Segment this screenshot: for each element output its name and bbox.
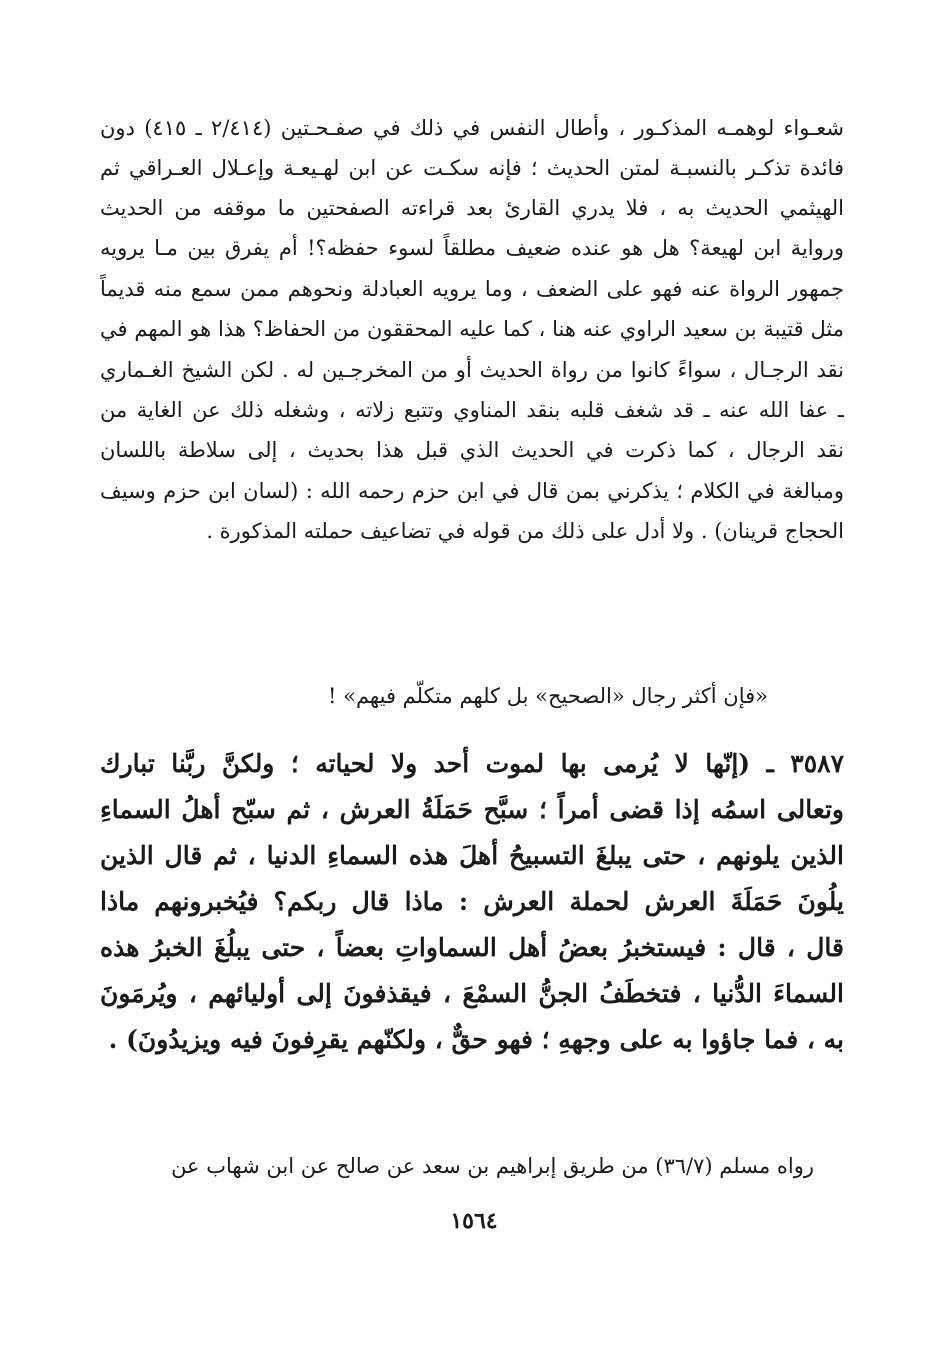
- hadith-line: الذين يلونهم ، حتى يبلغَ التسبيحُ أهلَ هذه السماءِ الدنيا ، ثم قال الذين: [100, 841, 844, 870]
- commentary-line: الهيثمي الحديث به ، فلا يدري القارئ بعد قراءته الصفحتين ما موقفه من الحديث: [100, 196, 844, 220]
- commentary-line: نقد الرجـال ، سواءً كانوا من رواة الحديث أو من المخرجـين له . لكن الشيخ الغـماري: [100, 358, 844, 382]
- commentary-line: مثل قتيبة بن سعيد الراوي عنه هنا ، كما عليه المحققون من الحفاظ؟ هذا هو المهم في: [100, 317, 844, 341]
- commentary-line: فائدة تذكـر بالنسبـة لمتن الحديث ؛ فإنه سكـت عن ابن لهـيعـة وإعـلال العـراقي ثم: [100, 156, 844, 180]
- hadith-line: قال ، قال : فيستخبرُ بعضُ أهل السماواتِ بعضاً ، حتى يبلُغَ الخبرُ هذه: [100, 933, 844, 962]
- hadith-line: وتعالى اسمُه إذا قضى أمراً ؛ سبَّح حَمَلَةُ العرش ، ثم سبّح أهلُ السماءِ: [100, 795, 844, 824]
- hadith-line: السماءَ الدُّنيا ، فتخطَفُ الجنُّ السمْعَ ، فيقذفونَ إلى أوليائهم ، ويُرمَونَ: [100, 979, 844, 1008]
- page-number: ١٥٦٤: [450, 1208, 498, 1234]
- commentary-line: ـ عفا الله عنه ـ قد شغف قلبه بنقد المناوي وتتبع زلاته ، وشغله ذلك عن الغاية من: [100, 398, 844, 422]
- commentary-line: الحجاج قرينان) . ولا أدل على ذلك من قوله في تضاعيف حملته المذكورة .: [206, 519, 844, 543]
- commentary-line: نقد الرجال ، كما ذكرت في الحديث الذي قبل هذا بحديث ، إلى سلاطة باللسان: [100, 438, 844, 462]
- commentary-line: ومبالغة في الكلام ؛ يذكرني بمن قال في ابن حزم رحمه الله : (لسان ابن حزم وسيف: [100, 479, 844, 503]
- hadith-text: [100, 744, 844, 1074]
- commentary-line: شعـواء لوهمـه المذكـور ، وأطال النفس في ذلك في صفـحـتين (٢/٤١٤ ـ ٤١٥) دون: [100, 116, 844, 140]
- hadith-line: يلُونَ حَمَلَةَ العرش لحملة العرش : ماذا قال ربكم؟ فيُخبرونهم ماذا: [100, 887, 844, 916]
- commentary-paragraph: [100, 112, 844, 552]
- source-line: رواه مسلم (٣٦/٧) من طريق إبراهيم بن سعد عن صالح عن ابن شهاب عن: [171, 1154, 814, 1178]
- hadith-line: به ، فما جاؤوا به على وجههِ ؛ فهو حقٌّ ، ولكنّهم يقرِفونَ فيه ويزيدُونَ) .: [108, 1025, 844, 1054]
- hadith-line: ٣٥٨٧ ـ (إنّها لا يُرمى بها لموت أحد ولا لحياته ؛ ولكنَّ ربَّنا تبارك: [100, 749, 844, 778]
- commentary-line: ورواية ابن لهيعة؟ هل هو عنده ضعيف مطلقاً لسوء حفظه؟! أم يفرق بين مـا يرويه: [100, 236, 844, 260]
- source-citation: [100, 1150, 844, 1190]
- commentary-line: جمهور الرواة عنه فهو على الضعف ، وما يرويه العبادلة ونحوهم ممن سمع منه قديماً: [100, 277, 844, 301]
- quoted-statement: «فإن أكثر رجال «الصحيح» بل كلهم متكلّم فيهم» !: [327, 684, 768, 708]
